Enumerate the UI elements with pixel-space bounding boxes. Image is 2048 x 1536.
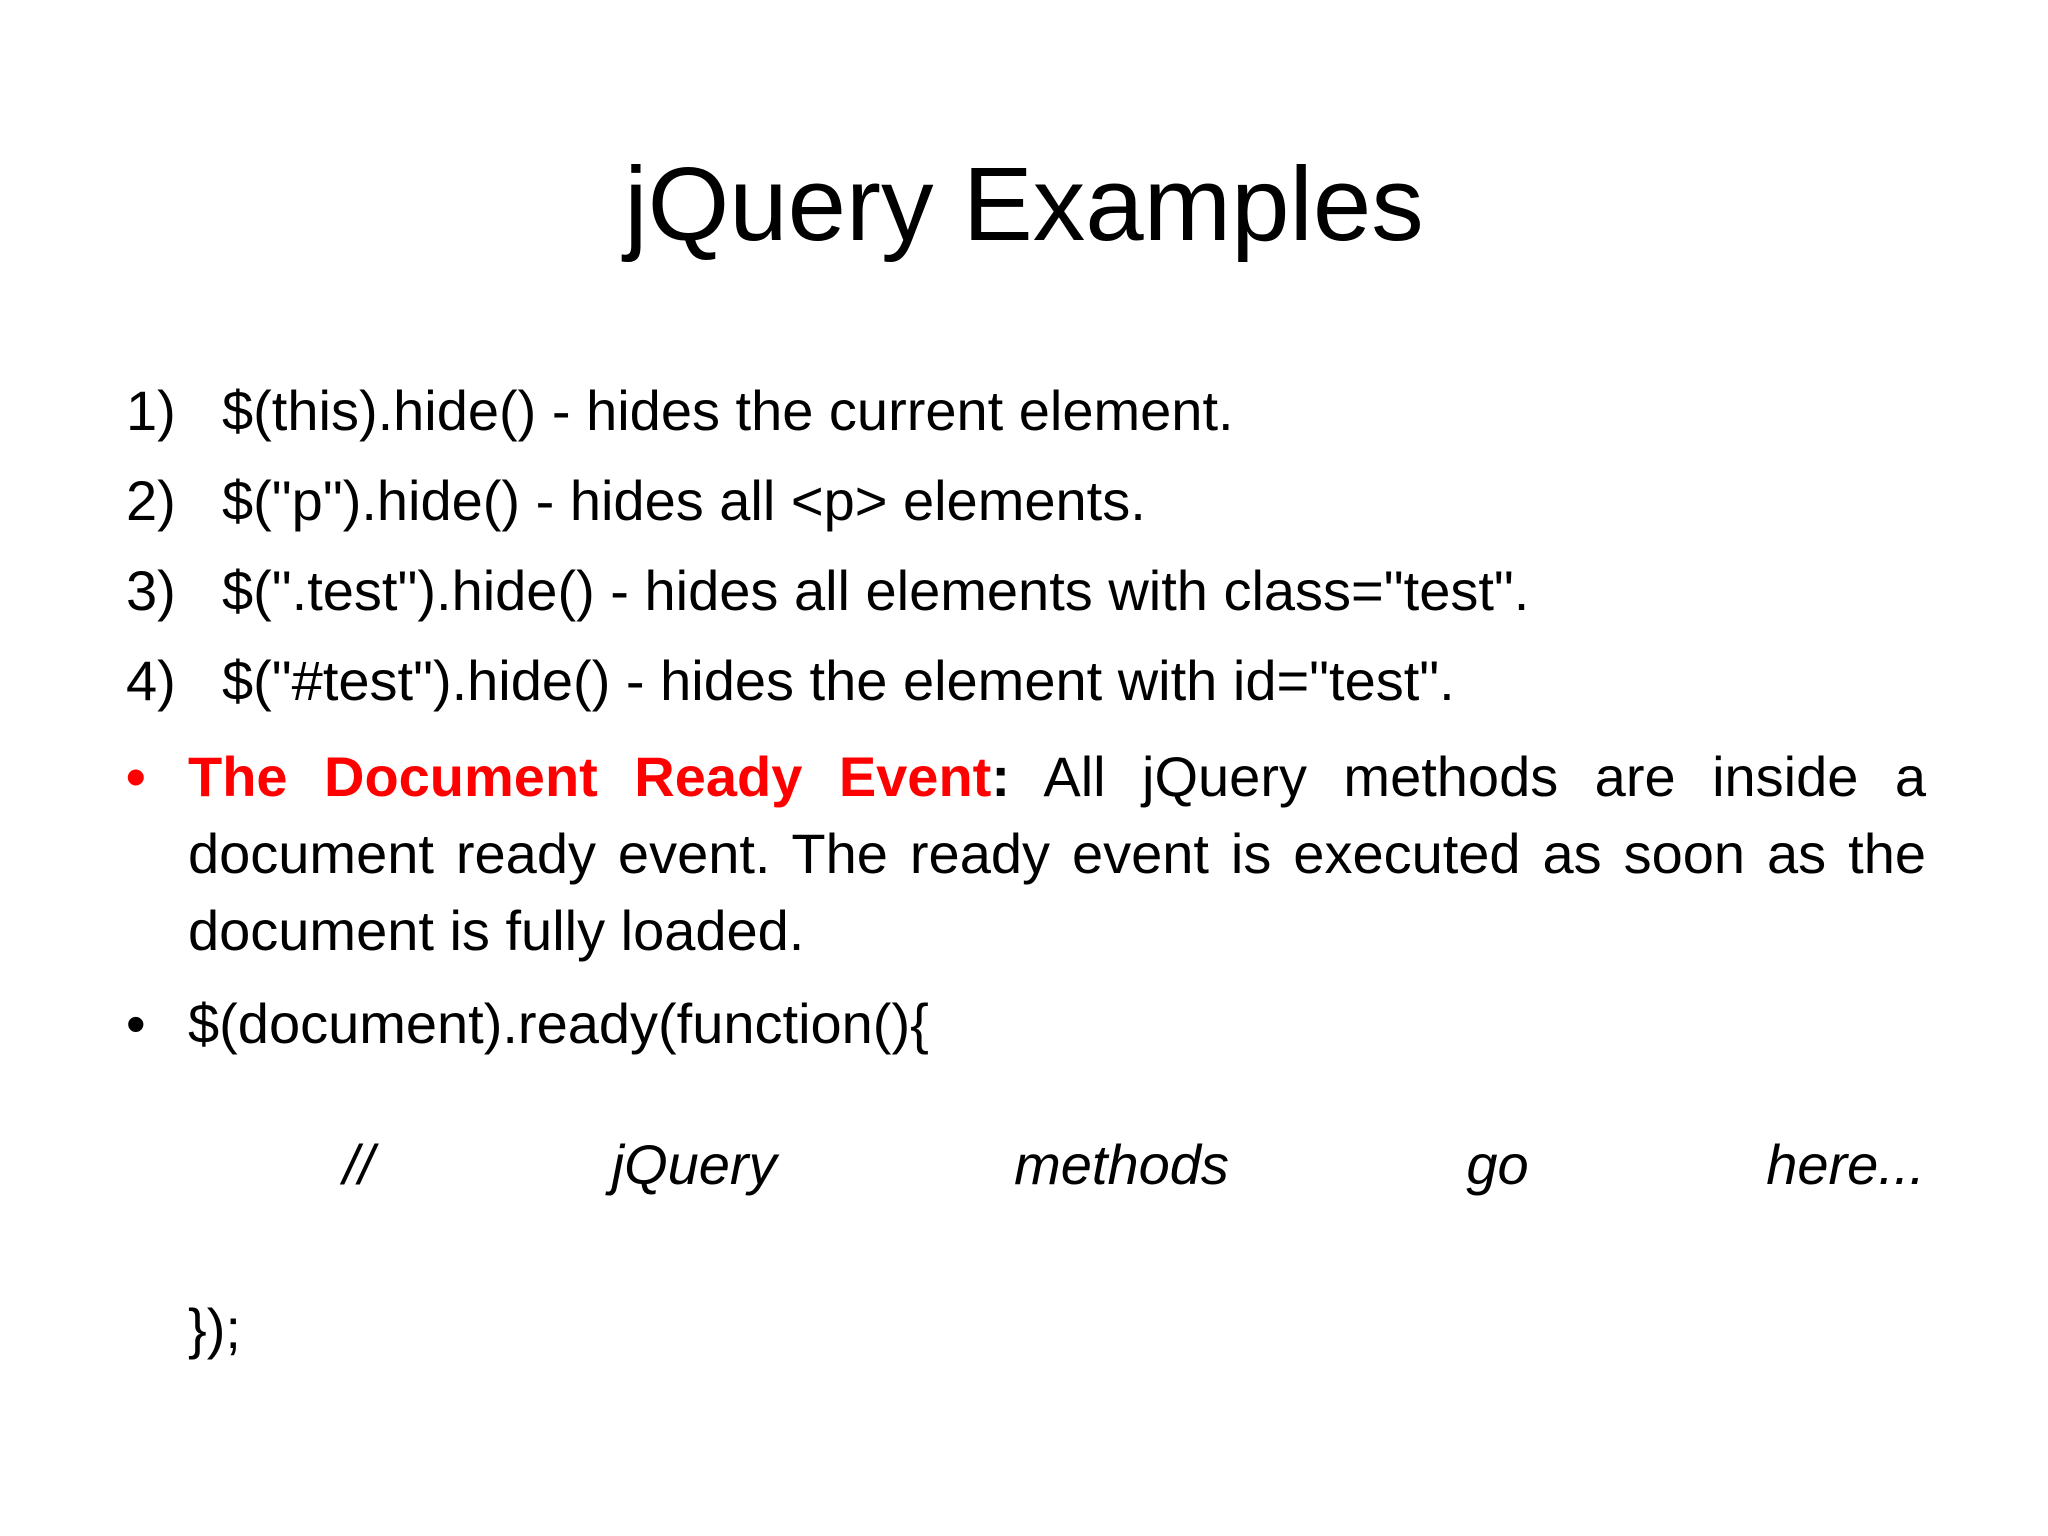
- item-number: 1): [126, 379, 176, 442]
- item-text: $("#test").hide() - hides the element with id="test".: [222, 649, 1455, 712]
- item-text: $(".test").hide() - hides all elements with class="test".: [222, 559, 1530, 622]
- item-text: $("p").hide() - hides all <p> elements.: [222, 469, 1146, 532]
- code-comment-word: here...: [1766, 1133, 1925, 1196]
- bullet-colon: :: [991, 745, 1010, 808]
- numbered-item: [126, 378, 1234, 444]
- item-number: 3): [126, 559, 176, 622]
- code-comment-word: jQuery: [611, 1133, 777, 1196]
- code-close: });: [188, 1297, 241, 1360]
- code-comment-word: go: [1466, 1133, 1529, 1196]
- bullet-item: [126, 738, 1926, 969]
- bullet-text: [188, 738, 1926, 969]
- code-comment-word: methods: [1014, 1133, 1229, 1196]
- bullet-item: [126, 985, 1926, 1062]
- item-number: 2): [126, 469, 176, 532]
- code-comment-word: //: [343, 1133, 375, 1196]
- numbered-item: [126, 558, 1529, 624]
- code-comment: [343, 1132, 1925, 1198]
- item-text: $(this).hide() - hides the current element.: [222, 379, 1234, 442]
- bullet-code-text: $(document).ready(function(){: [188, 992, 929, 1055]
- bullet-marker: •: [126, 745, 146, 808]
- bullet-heading: The Document Ready Event: [188, 745, 992, 808]
- item-number: 4): [126, 649, 176, 712]
- numbered-item: [126, 648, 1455, 714]
- bullet-marker: •: [126, 992, 146, 1055]
- numbered-item: [126, 468, 1146, 534]
- bullet-body-text: All jQuery methods are inside a document ready event. The ready event is executed as soon as the document is fully loaded.: [188, 745, 1926, 962]
- slide-title: jQuery Examples: [624, 146, 1424, 263]
